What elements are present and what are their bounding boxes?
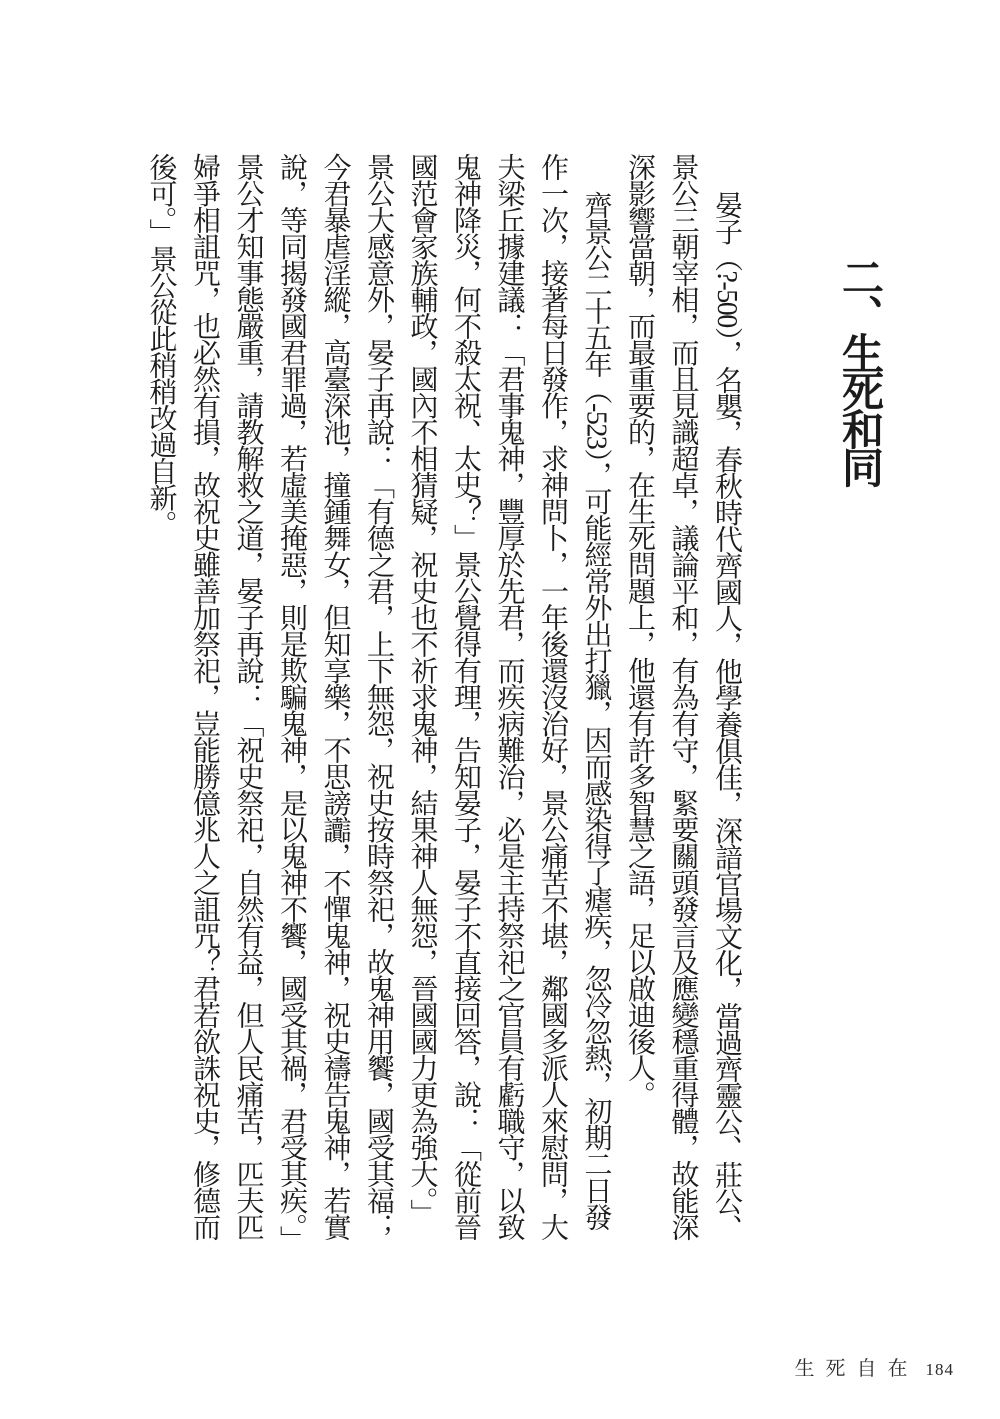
running-title: 生死自在: [794, 1358, 919, 1380]
section-title: 二、生死和同: [836, 256, 882, 484]
page-footer: [795, 1352, 955, 1381]
page-number: 184: [925, 1360, 954, 1379]
body-text: [136, 153, 748, 1247]
paragraph-1: 晏子（?-500），名嬰，春秋時代齊國人，他學養俱佳，深諳官場文化，當過齊靈公、莊公、景公三朝宰相，而且見識超卓，議論平和，有為有守，緊要關頭發言及應變穩重得體，故能深深影響當朝，而最重要的，在生死問題上，他還有許多智慧之語，足以啟迪後人。: [624, 153, 742, 1241]
paragraph-2: 齊景公二十五年（-523），可能經常外出打獵，因而感染得了瘧疾，忽冷忽熱，初期二日發作一次，接著每日發作，求神問卜，一年後還沒治好，景公痛苦不堪，鄰國多派人來慰問，大夫梁丘據建議：「君事鬼神，豐厚於先君，而疾病難治，必是主持祭祀之官員有虧職守，以致鬼神降災，何不殺太祝、太史？」景公覺得有理，告知晏子，晏子不直接回答，說：「從前晉國范會家族輔政，國內不相猜疑，祝史也不祈求鬼神，結果神人無怨，晉國國力更為強大。」景公大感意外，晏子再說：「有德之君，上下無怨，祝史按時祭祀，故鬼神用饗，國受其福；今君暴虐淫縱，高臺深池，撞鍾舞女，但知享樂，不思謗讟，不憚鬼神，祝史禱告鬼神，若實說，等同揭發國君罪過，若虛美掩惡，則是欺騙鬼神，是以鬼神不饗，國受其禍，君受其疾。」景公才知事態嚴重，請教解救之道，晏子再說：「祝史祭祀，自然有益，但人民痛苦，匹夫匹婦爭相詛咒，也必然有損，故祝史雖善加祭祀，豈能勝億兆人之詛咒？君若欲誅祝史，修德而後可。」景公從此稍稍改過自新。: [145, 153, 612, 1240]
